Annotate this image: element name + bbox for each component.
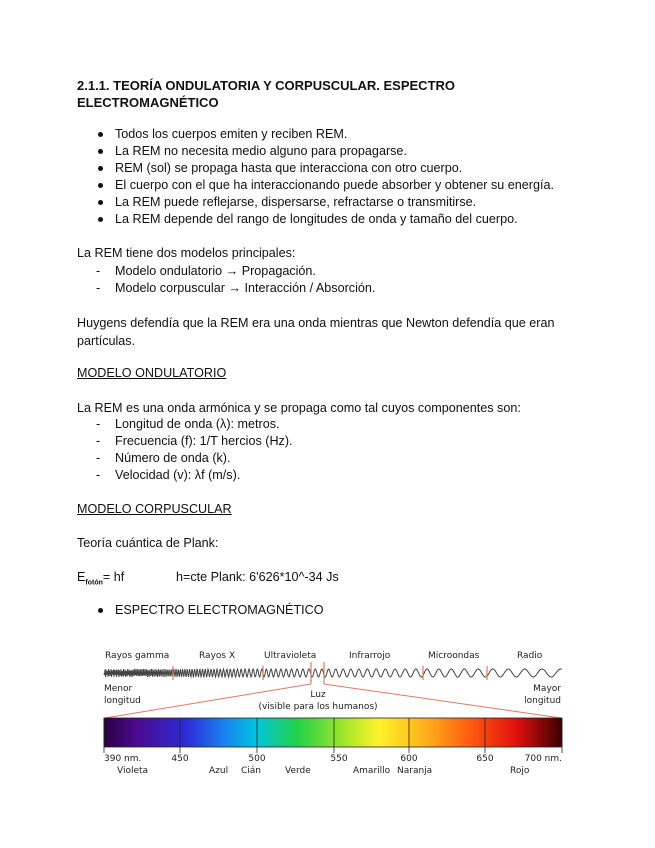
list-item: La REM depende del rango de longitudes de onda y tamaño del cuerpo. [96,211,554,228]
tick-label: 390 nm. [104,754,142,764]
tick-label: 600 [400,754,418,764]
ondulatorio-intro: La REM es una onda armónica y se propaga como tal cuyos componentes son: [77,401,521,415]
list-item: - Número de onda (k). [77,450,293,467]
menor-label-1: Menor [104,684,133,694]
tick-label: 450 [171,754,189,764]
visible-light-sublabel: (visible para los humanos) [258,702,378,712]
visible-light-label: Luz [310,690,326,700]
band-label-xray: Rayos X [199,651,236,661]
electromagnetic-spectrum-figure [95,640,575,790]
quantum-theory-label: Teoría cuántica de Plank: [77,536,219,550]
list-item: La REM no necesita medio alguno para propagarse. [96,143,554,160]
tick-label: 700 nm. [524,754,562,764]
list-item: La REM puede reflejarse, dispersarse, refractarse o transmitirse. [96,194,554,211]
color-label-violet: Violeta [117,766,149,776]
formula-e: E [77,570,86,584]
ondulatorio-heading: MODELO ONDULATORIO [77,366,227,380]
huygens-paragraph: Huygens defendía que la REM era una onda mientras que Newton defendía que eran partículas. [77,316,555,348]
properties-list [96,126,554,228]
corpuscular-heading: MODELO CORPUSCULAR [77,502,232,516]
planck-constant: h=cte Plank: 6'626*10^-34 Js [176,570,339,584]
band-label-microwave: Microondas [428,651,480,661]
list-item: - Longitud de onda (λ): metros. [77,416,293,433]
list-item: - Velocidad (v): λf (m/s). [77,467,293,484]
tick-label: 650 [476,754,494,764]
list-item: Todos los cuerpos emiten y reciben REM. [96,126,554,143]
tick-label: 500 [248,754,266,764]
color-label-green: Verde [285,766,311,776]
section-title-line-1: 2.1.1. TEORÍA ONDULATORIA Y CORPUSCULAR. ESPECTRO [77,78,456,93]
list-item: - Modelo ondulatorio → Propagación. [77,263,375,280]
formula-subscript: fotón [85,579,103,587]
photon-energy-formula [77,570,124,587]
menor-label-2: longitud [104,696,141,706]
section-title [77,77,455,111]
color-label-orange: Naranja [397,766,433,776]
visible-spectrum-bar [104,718,562,747]
list-item: - Modelo corpuscular → Interacción / Absorción. [77,280,375,297]
list-item: ESPECTRO ELECTROMAGNÉTICO [96,602,324,619]
formula-rest: = hf [102,570,125,584]
color-label-yellow: Amarillo [353,766,391,776]
color-label-cyan: Cián [241,766,262,776]
mayor-label-1: Mayor [533,684,561,694]
models-list [77,263,375,297]
band-label-ultraviolet: Ultravioleta [264,651,317,661]
section-title-line-2: ELECTROMAGNÉTICO [77,95,219,110]
ondulatorio-list [77,416,293,484]
color-label-blue: Azul [209,766,229,776]
band-label-infrared: Infrarrojo [349,651,391,661]
list-item: REM (sol) se propaga hasta que interacciona con otro cuerpo. [96,160,554,177]
list-item: - Frecuencia (f): 1/T hercios (Hz). [77,433,293,450]
spectrum-bullet-list [96,602,324,619]
band-label-gamma: Rayos gamma [105,651,170,661]
models-intro: La REM tiene dos modelos principales: [77,246,296,260]
mayor-label-2: longitud [524,696,561,706]
color-label-red: Rojo [510,766,530,776]
tick-label: 550 [330,754,348,764]
band-label-radio: Radio [517,651,543,661]
list-item: El cuerpo con el que ha interaccionando puede absorber y obtener su energía. [96,177,554,194]
